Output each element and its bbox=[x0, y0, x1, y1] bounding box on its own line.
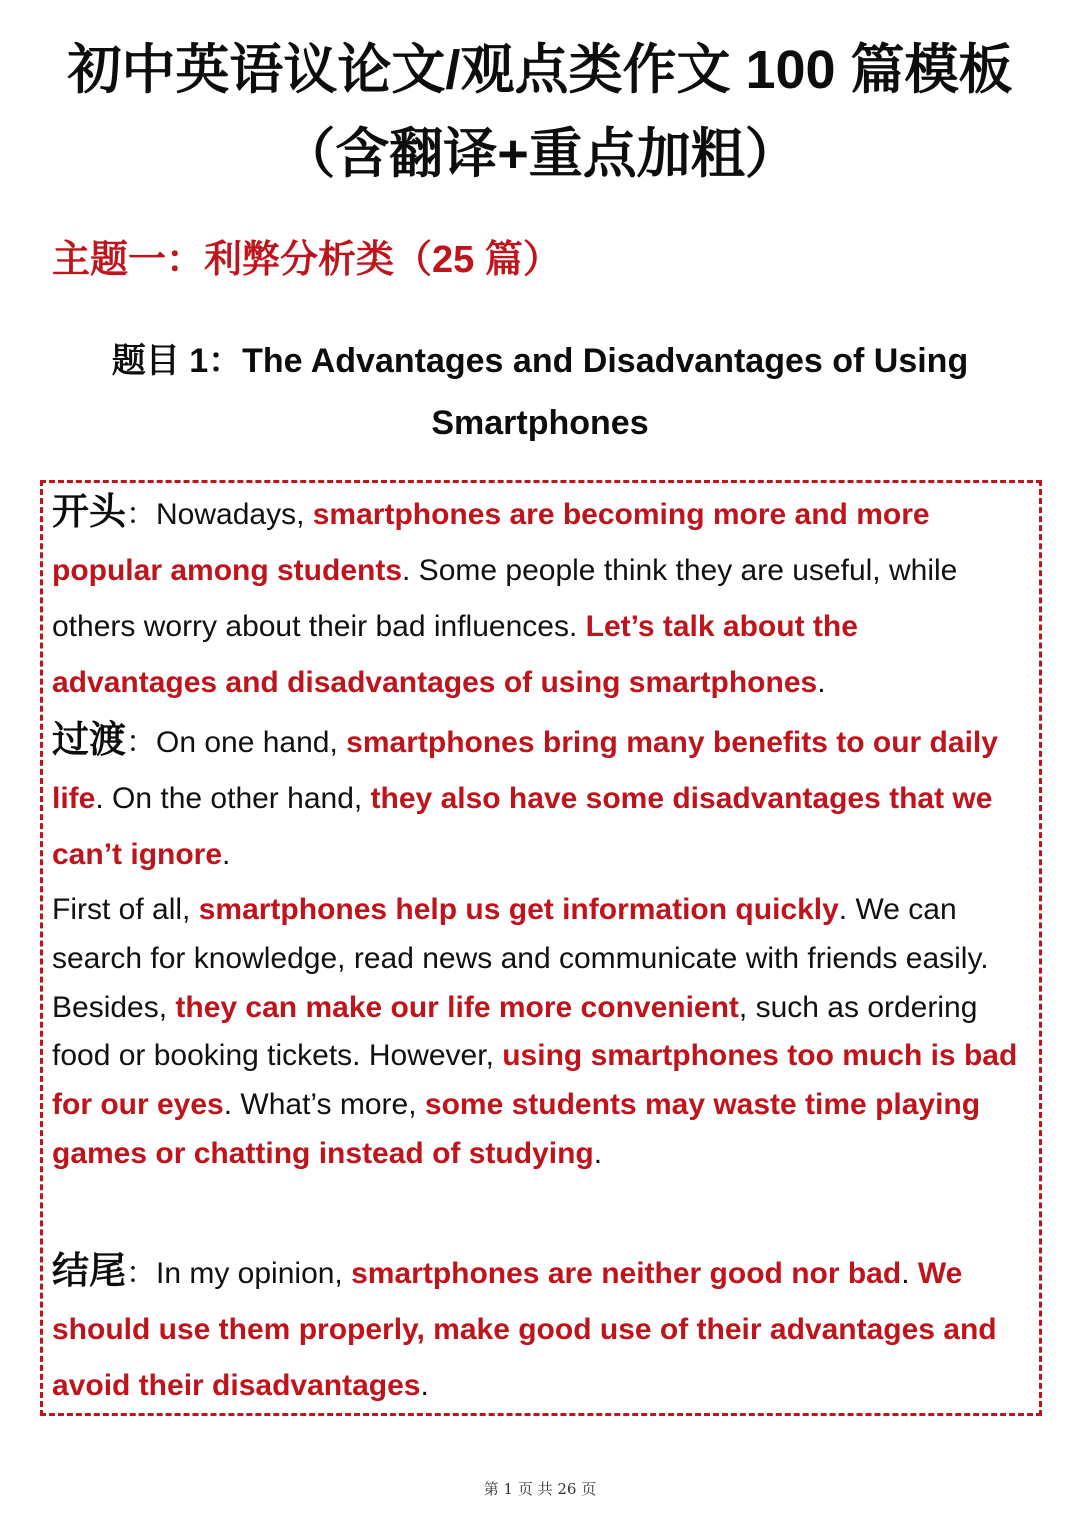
body-text: . Some people think they are useful, while others worry about their bad influences. bbox=[52, 554, 958, 643]
paragraph-ending bbox=[52, 1243, 1027, 1414]
body-text: First of all, bbox=[52, 893, 199, 926]
body-text: . On the other hand, bbox=[95, 782, 371, 815]
essay-topic-line2: Smartphones bbox=[431, 404, 649, 442]
body-text: . bbox=[901, 1257, 918, 1290]
key-phrase: We should use them properly, make good use of their advantages and avoid their disadvantages bbox=[52, 1257, 997, 1402]
key-phrase: smartphones help us get information quickly bbox=[198, 893, 839, 926]
body-text: . We can search for knowledge, read news and communicate with friends easily. Besides, bbox=[52, 893, 989, 1024]
label-colon: ： bbox=[126, 498, 156, 531]
key-phrase: they can make our life more convenient bbox=[175, 990, 739, 1024]
key-phrase: using smartphones too much is bad for our eyes bbox=[52, 1039, 1018, 1122]
paragraph-transition bbox=[52, 712, 1027, 883]
page-title: 初中英语议论文/观点类作文 100 篇模板 bbox=[67, 40, 1013, 100]
key-phrase: smartphones are neither good nor bad bbox=[351, 1257, 902, 1290]
body-text: . What’s more, bbox=[223, 1088, 425, 1122]
page-number: 第 1 页 共 26 页 bbox=[483, 1480, 597, 1498]
key-phrase: smartphones bring many benefits to our daily life bbox=[52, 726, 998, 815]
body-text: Nowadays, bbox=[156, 498, 313, 531]
body-text: In my opinion, bbox=[156, 1257, 352, 1290]
key-phrase: Let’s talk about the advantages and disadvantages of using smartphones bbox=[52, 610, 858, 699]
label-colon: ： bbox=[126, 726, 156, 759]
label-colon: ： bbox=[126, 1257, 156, 1290]
section-label-opening: 开头 bbox=[52, 491, 126, 532]
body-text: , such as ordering food or booking tickets. However, bbox=[52, 990, 978, 1073]
body-text: . bbox=[817, 666, 826, 699]
paragraph-opening bbox=[52, 484, 1027, 711]
body-text: . bbox=[593, 1136, 603, 1170]
key-phrase: they also have some disadvantages that we can’t ignore bbox=[52, 782, 993, 871]
section-label-transition: 过渡 bbox=[52, 719, 126, 760]
theme-heading: 主题一：利弊分析类（25 篇） bbox=[52, 239, 561, 281]
body-text: . bbox=[420, 1369, 429, 1402]
page-subtitle: （含翻译+重点加粗） bbox=[281, 124, 799, 184]
body-text: . bbox=[222, 838, 231, 871]
key-phrase: some students may waste time playing games or chatting instead of studying bbox=[52, 1088, 981, 1170]
key-phrase: smartphones are becoming more and more popular among students bbox=[52, 498, 930, 587]
body-text: On one hand, bbox=[156, 726, 347, 759]
section-label-ending: 结尾 bbox=[52, 1250, 126, 1291]
paragraph-body bbox=[52, 886, 1027, 1179]
essay-topic-line1: 题目 1：The Advantages and Disadvantages of Using bbox=[111, 342, 969, 380]
